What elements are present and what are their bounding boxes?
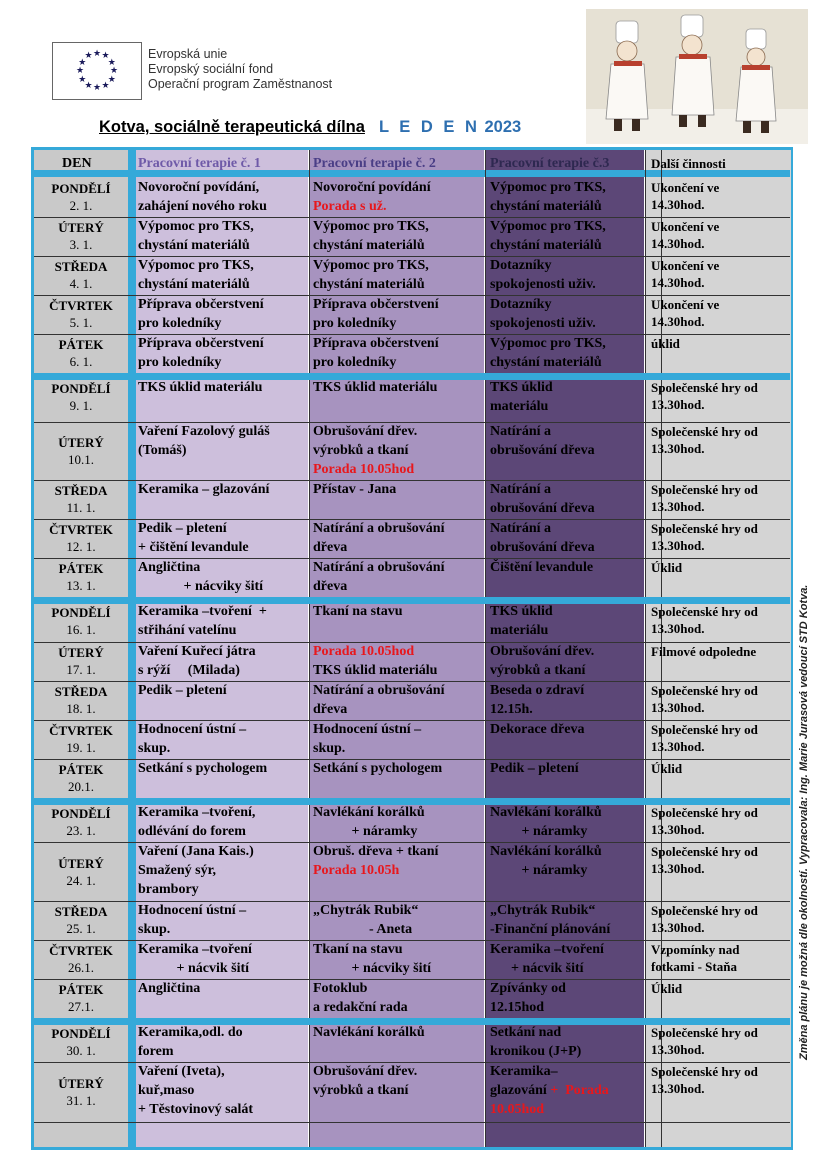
therapy2-activity-text: Obruš. dřeva + tkaní [313, 844, 439, 859]
day-date: 4. 1. [69, 276, 93, 291]
therapy3-activity-part: glazování [490, 1083, 547, 1098]
column-divider [309, 150, 310, 1147]
other-activity: Ukončení ve 14.30hod. [651, 258, 720, 290]
day-date: 18. 1. [66, 701, 96, 716]
day-date: 11. 1. [66, 500, 96, 515]
day-date: 16. 1. [66, 622, 96, 637]
day-label [34, 434, 128, 468]
therapy2-activity-text: Natírání a obrušování dřeva [313, 521, 445, 555]
therapy2-activity-text: TKS úklid materiálu [313, 380, 438, 395]
eu-star-icon: ★ [84, 50, 93, 61]
other-activity: Ukončení ve 14.30hod. [651, 219, 720, 251]
therapy2-activity [313, 334, 439, 372]
day-label [34, 219, 128, 253]
eu-star-icon: ★ [101, 50, 110, 61]
day-date: 5. 1. [69, 315, 93, 330]
header-therapy1: Pracovní terapie č. 1 [138, 156, 261, 171]
therapy2-activity-text: Obrušování dřev. výrobků a tkaní [313, 424, 418, 458]
therapy3-activity-text [490, 1081, 609, 1100]
eu-star-icon: ★ [101, 79, 110, 90]
day-name: PÁTEK [58, 561, 104, 576]
day-label [34, 855, 128, 889]
other-activity: Společenské hry od 13.30hod. [651, 844, 758, 876]
day-name: PONDĚLÍ [51, 605, 111, 620]
day-label [34, 258, 128, 292]
day-name: PÁTEK [58, 982, 104, 997]
therapy1-activity: Angličtina + nácviky šití [138, 560, 264, 594]
therapy2-activity [313, 642, 437, 680]
other-activity: Společenské hry od 13.30hod. [651, 604, 758, 636]
day-label [34, 761, 128, 795]
meeting-note: Porada s už. [313, 199, 387, 214]
day-date: 6. 1. [69, 354, 93, 369]
day-date: 25. 1. [66, 921, 96, 936]
column-divider [485, 150, 486, 1147]
therapy1-activity: Keramika – glazování [138, 482, 270, 497]
day-label [34, 482, 128, 516]
other-activity: Společenské hry od 13.30hod. [651, 805, 758, 837]
schedule-grid [34, 150, 790, 1147]
therapy1-activity: Keramika –tvoření, odlévání do forem [138, 805, 256, 839]
therapy2-activity-text: Příprava občerstvení pro koledníky [313, 297, 439, 331]
day-label [34, 180, 128, 214]
other-activity: Úklid [651, 761, 683, 776]
header-day: DEN [62, 156, 92, 171]
therapy2-activity [313, 256, 429, 294]
other-activity: Vzpomínky nad fotkami - Staňa [651, 942, 740, 974]
therapy3-activity: Výpomoc pro TKS, chystání materiálů [490, 180, 606, 214]
therapy2-activity-text: Natírání a obrušování dřeva [313, 560, 445, 594]
day-name: ČTVRTEK [49, 298, 113, 313]
therapy2-activity-text: Navlékání korálků + náramky [313, 805, 425, 839]
row-divider [34, 1122, 790, 1123]
day-date: 23. 1. [66, 823, 96, 838]
therapy3-activity: Natírání a obrušování dřeva [490, 424, 595, 458]
therapy2-activity-text: Natírání a obrušování dřeva [313, 683, 445, 717]
meeting-note: Porada 10.05hod [313, 462, 415, 477]
other-activity: Společenské hry od 13.30hod. [651, 482, 758, 514]
day-name: ČTVRTEK [49, 522, 113, 537]
therapy2-activity-text: Výpomoc pro TKS, chystání materiálů [313, 219, 429, 253]
day-name: ČTVRTEK [49, 723, 113, 738]
other-activity: Společenské hry od 13.30hod. [651, 722, 758, 754]
day-name: PONDĚLÍ [51, 181, 111, 196]
title-month: L E D E N [378, 118, 480, 136]
therapy2-activity [313, 178, 431, 216]
day-label [34, 805, 128, 839]
title-year: 2023 [484, 118, 522, 136]
therapy2-activity [313, 979, 408, 1017]
day-label [34, 521, 128, 555]
therapy2-activity-text: Setkání s pychologem [313, 761, 443, 776]
other-activity: Ukončení ve 14.30hod. [651, 297, 720, 329]
day-label [34, 380, 128, 414]
therapy3-activity: Setkání nad kronikou (J+P) [490, 1025, 582, 1059]
eu-line3: Operační program Zaměstnanost [148, 77, 333, 91]
day-label [34, 644, 128, 678]
day-date: 3. 1. [69, 237, 93, 252]
therapy3-activity: Keramika –tvoření + nácvik šití [490, 942, 604, 976]
therapy2-activity [313, 1062, 417, 1100]
day-label [34, 560, 128, 594]
day-name: ČTVRTEK [49, 943, 113, 958]
therapy2-activity [313, 759, 442, 778]
eu-star-icon: ★ [110, 65, 119, 75]
day-label [34, 297, 128, 331]
day-name: STŘEDA [54, 483, 108, 498]
therapy1-activity: Pedik – pletení + čištění levandule [138, 521, 249, 555]
therapy3-activity: Pedik – pletení [490, 761, 579, 776]
column-divider [645, 150, 646, 1147]
schedule-table [31, 147, 793, 1150]
side-note: Změna plánu je možná dle okolností. Vypracovala: Ing. Marie Jurasová vedoucí STD Kotva. [798, 584, 810, 1060]
eu-line2: Evropský sociální fond [148, 62, 274, 76]
therapy2-activity [313, 558, 444, 596]
therapy1-activity: Keramika,odl. do forem [138, 1025, 243, 1059]
header-therapy2: Pracovní terapie č. 2 [313, 156, 436, 171]
day-label [34, 604, 128, 638]
other-activity: Společenské hry od 13.30hod. [651, 521, 758, 553]
day-date: 24. 1. [66, 872, 96, 888]
eu-flag-icon [52, 42, 142, 100]
eu-logo [52, 42, 352, 100]
therapy1-activity: Příprava občerstvení pro koledníky [138, 297, 264, 331]
therapy2-activity [313, 842, 438, 880]
therapy3-activity: Čištění levandule [490, 560, 594, 575]
header-other: Další činnosti [651, 156, 726, 171]
therapy2-activity [313, 480, 396, 499]
therapy1-activity: Vaření Fazolový guláš (Tomáš) [138, 424, 270, 458]
page-title [99, 118, 521, 137]
other-activity: úklid [651, 336, 680, 351]
other-activity: Společenské hry od 13.30hod. [651, 424, 758, 456]
therapy2-activity [313, 940, 431, 978]
meeting-note: Porada 10.05hod [313, 644, 415, 659]
day-name: ÚTERÝ [58, 220, 104, 235]
therapy2-activity [313, 422, 417, 479]
eu-star-icon: ★ [78, 56, 87, 67]
therapy2-activity [313, 295, 439, 333]
therapy3-activity: „Chytrák Rubik“ -Finanční plánování [490, 903, 611, 937]
therapy3-activity: Natírání a obrušování dřeva [490, 482, 595, 516]
eu-star-icon: ★ [107, 73, 116, 84]
day-name: PONDĚLÍ [51, 1026, 111, 1041]
therapy2-activity-text: Výpomoc pro TKS, chystání materiálů [313, 258, 429, 292]
eu-star-icon: ★ [93, 48, 102, 58]
therapy1-activity: Hodnocení ústní – skup. [138, 722, 247, 756]
therapy3-activity: Navlékání korálků + náramky [490, 844, 602, 878]
therapy3-activity: Obrušování dřev. výrobků a tkaní [490, 644, 595, 678]
therapy2-activity-text: Novoroční povídání [313, 180, 431, 195]
day-name: STŘEDA [54, 684, 108, 699]
therapy1-activity: Setkání s pychologem [138, 761, 268, 776]
column-separator [128, 150, 136, 1147]
day-name: ÚTERÝ [58, 435, 104, 450]
day-date: 19. 1. [66, 740, 96, 755]
therapy1-activity: Příprava občerstvení pro koledníky [138, 336, 264, 370]
therapy2-activity [313, 720, 421, 758]
therapy2-activity-text: Příprava občerstvení pro koledníky [313, 336, 439, 370]
eu-star-icon: ★ [84, 79, 93, 90]
meeting-note: 10.05hod [490, 1102, 545, 1117]
therapy1-activity: Hodnocení ústní – skup. [138, 903, 247, 937]
day-date: 9. 1. [69, 398, 93, 413]
day-date: 31. 1. [66, 1093, 96, 1108]
therapy1-activity: Pedik – pletení [138, 683, 227, 698]
day-label [34, 683, 128, 717]
eu-star-icon: ★ [93, 82, 102, 92]
therapy3-activity: TKS úklid materiálu [490, 380, 553, 414]
therapy2-activity [313, 602, 402, 621]
therapy2-activity-text: Tkaní na stavu + nácviky šití [313, 942, 432, 976]
therapy3-activity: Navlékání korálků + náramky [490, 805, 602, 839]
therapy3-activity-text: Keramika– [490, 1064, 558, 1079]
therapy2-activity-text: TKS úklid materiálu [313, 663, 438, 678]
therapy3-activity: Dotazníky spokojenosti uživ. [490, 258, 596, 292]
therapy3-activity: Beseda o zdraví 12.15h. [490, 683, 585, 717]
header-therapy3: Pracovní terapie č.3 [490, 156, 610, 171]
eu-star-icon: ★ [76, 65, 85, 75]
day-label [34, 1025, 128, 1059]
day-date: 2. 1. [69, 198, 93, 213]
therapy1-activity: Vaření Kuřecí játra s rýží (Milada) [138, 644, 256, 678]
therapy2-activity [313, 681, 444, 719]
therapy2-activity-text: Hodnocení ústní – skup. [313, 722, 422, 756]
therapy1-activity: Keramika –tvoření + střihání vatelínu [138, 604, 267, 638]
title-text: Kotva, sociálně terapeutická dílna [99, 118, 365, 136]
therapy2-activity [313, 217, 429, 255]
day-name: PONDĚLÍ [51, 381, 111, 396]
day-date: 26.1. [68, 960, 94, 975]
therapy2-activity-text: Navlékání korálků [313, 1025, 425, 1040]
day-date: 10.1. [68, 452, 94, 467]
therapy3-activity: TKS úklid materiálu [490, 604, 553, 638]
therapy2-activity [313, 1023, 425, 1042]
day-date: 30. 1. [66, 1043, 96, 1058]
therapy1-activity: Vaření (Jana Kais.) Smažený sýr, brambory [138, 844, 254, 897]
other-activity: Ukončení ve 14.30hod. [651, 180, 720, 212]
day-label [34, 942, 128, 976]
therapy3-activity: Dekorace dřeva [490, 722, 585, 737]
day-name: ÚTERÝ [58, 1076, 104, 1091]
eu-line1: Evropská unie [148, 47, 228, 61]
therapy2-activity-text: Přístav - Jana [313, 482, 397, 497]
therapy1-activity: Vaření (Iveta), kuř,maso + Těstovinový salát [138, 1064, 254, 1117]
therapy1-activity: Novoroční povídání, zahájení nového roku [138, 180, 267, 214]
therapy1-activity: Keramika –tvoření + nácvik šití [138, 942, 252, 976]
therapy3-activity: Zpívánky od 12.15hod [490, 981, 566, 1015]
eu-star-icon: ★ [78, 73, 87, 84]
other-activity: Úklid [651, 560, 683, 575]
meeting-note: + Porada [546, 1083, 609, 1098]
day-name: STŘEDA [54, 904, 108, 919]
day-label [34, 1075, 128, 1109]
therapy1-activity: TKS úklid materiálu [138, 380, 263, 395]
therapy2-activity-text: „Chytrák Rubik“ - Aneta [313, 903, 419, 937]
other-activity: Filmové odpoledne [651, 644, 757, 659]
other-activity: Společenské hry od 13.30hod. [651, 1064, 758, 1096]
day-date: 17. 1. [66, 662, 96, 677]
day-name: PÁTEK [58, 762, 104, 777]
day-date: 12. 1. [66, 539, 96, 554]
day-label [34, 722, 128, 756]
day-name: ÚTERÝ [58, 645, 104, 660]
therapy2-activity-text: Tkaní na stavu [313, 604, 403, 619]
therapy3-activity [490, 1062, 609, 1119]
other-activity: Společenské hry od 13.30hod. [651, 380, 758, 412]
other-activity: Společenské hry od 13.30hod. [651, 1025, 758, 1057]
day-name: ÚTERÝ [58, 855, 104, 871]
therapy2-activity [313, 803, 425, 841]
therapy2-activity [313, 519, 444, 557]
other-activity: Úklid [651, 981, 683, 996]
day-date: 13. 1. [66, 578, 96, 593]
day-label [34, 903, 128, 937]
therapy2-activity [313, 901, 418, 939]
therapy3-activity: Natírání a obrušování dřeva [490, 521, 595, 555]
therapy1-activity: Angličtina [138, 981, 201, 996]
therapy3-activity: Výpomoc pro TKS, chystání materiálů [490, 336, 606, 370]
day-name: PÁTEK [58, 337, 104, 352]
day-date: 27.1. [68, 999, 94, 1014]
therapy3-activity: Dotazníky spokojenosti uživ. [490, 297, 596, 331]
day-name: STŘEDA [54, 259, 108, 274]
therapy2-activity-text: Obrušování dřev. výrobků a tkaní [313, 1064, 418, 1098]
other-activity: Společenské hry od 13.30hod. [651, 683, 758, 715]
therapy3-activity: Výpomoc pro TKS, chystání materiálů [490, 219, 606, 253]
day-label [34, 336, 128, 370]
therapy2-activity [313, 378, 437, 397]
therapy2-activity-text: Fotoklub a redakční rada [313, 981, 408, 1015]
therapy1-activity: Výpomoc pro TKS, chystání materiálů [138, 258, 254, 292]
winter-carolers-illustration [586, 9, 808, 144]
day-date: 20.1. [68, 779, 94, 794]
other-activity: Společenské hry od 13.30hod. [651, 903, 758, 935]
eu-text [148, 47, 332, 92]
day-name: PONDĚLÍ [51, 806, 111, 821]
therapy1-activity: Výpomoc pro TKS, chystání materiálů [138, 219, 254, 253]
eu-star-icon: ★ [107, 56, 116, 67]
meeting-note: Porada 10.05h [313, 863, 400, 878]
day-label [34, 981, 128, 1015]
